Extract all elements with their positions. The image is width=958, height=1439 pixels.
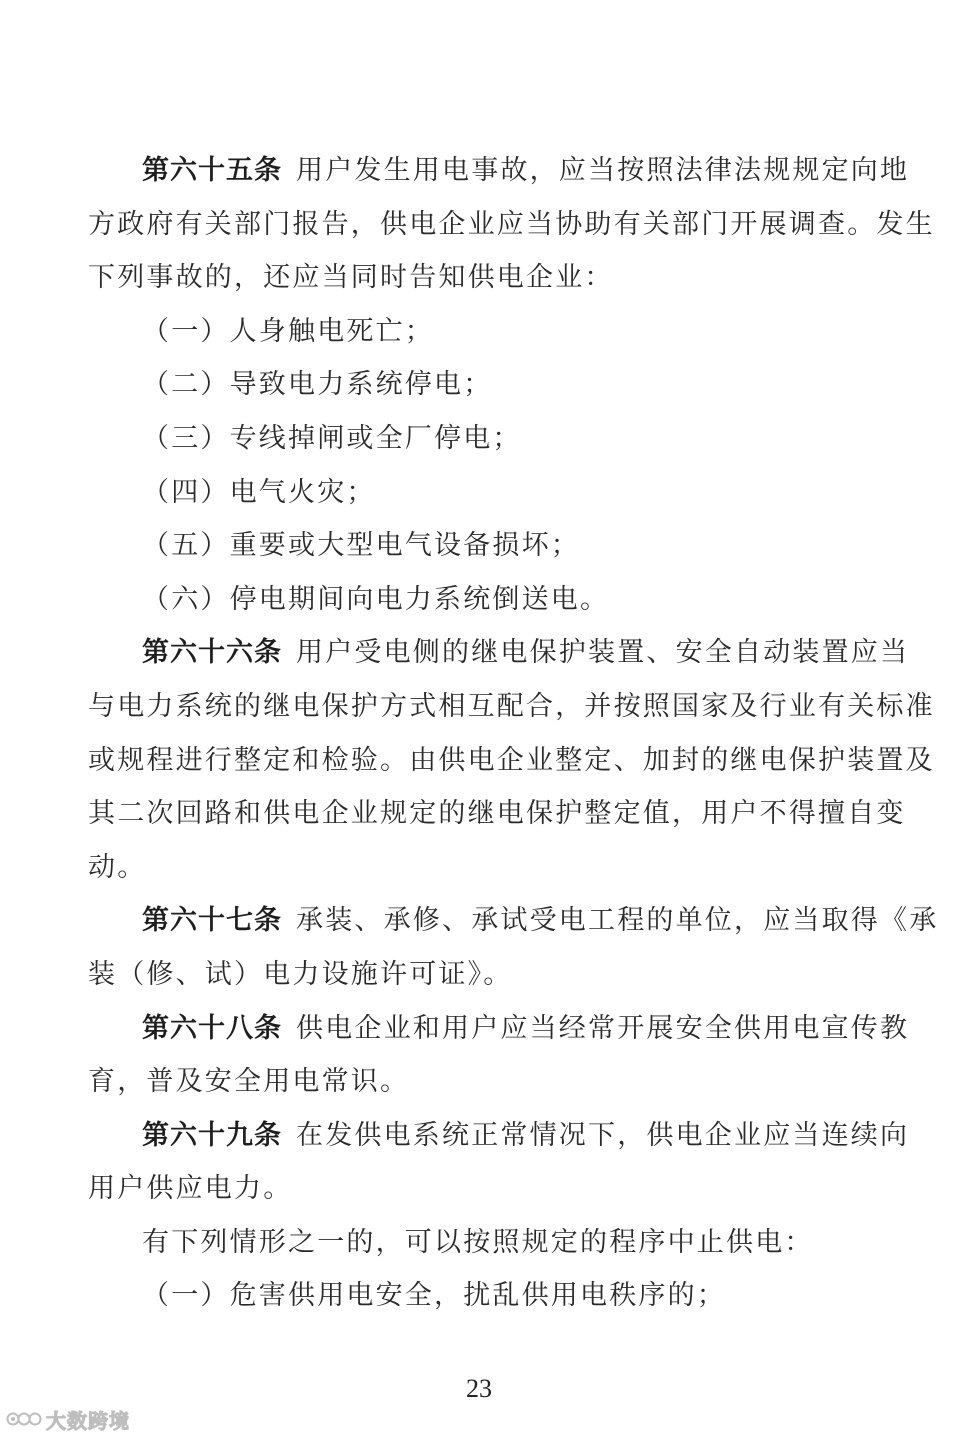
text-line xyxy=(88,841,874,895)
article-line xyxy=(88,144,910,198)
line-text: 或规程进行整定和检验。由供电企业整定、加封的继电保护装置及 xyxy=(88,744,935,776)
line-text: 用户供应电力。 xyxy=(88,1173,293,1205)
line-text: （三）专线掉闸或全厂停电； xyxy=(142,422,522,454)
line-text: 在发供电系统正常情况下，供电企业应当连续向 xyxy=(296,1119,910,1151)
article-line xyxy=(88,1002,910,1056)
line-text: 育，普及安全用电常识。 xyxy=(88,1066,410,1098)
line-text: （六）停电期间向电力系统倒送电。 xyxy=(142,583,610,615)
text-line xyxy=(88,466,874,520)
watermark xyxy=(6,1404,130,1434)
article-number: 第六十七条 xyxy=(142,905,282,937)
text-line xyxy=(88,519,874,573)
text-line xyxy=(88,305,874,359)
document-body xyxy=(88,144,939,1323)
line-text: （五）重要或大型电气设备损坏； xyxy=(142,530,580,562)
line-text: 下列事故的，还应当同时告知供电企业： xyxy=(88,262,614,294)
article-line xyxy=(88,1109,910,1163)
line-text: （一）危害供用电安全，扰乱供用电秩序的； xyxy=(142,1280,726,1312)
text-line xyxy=(88,787,906,841)
text-line xyxy=(88,573,874,627)
article-number: 第六十五条 xyxy=(142,155,282,186)
line-text: 装（修、试）电力设施许可证》。 xyxy=(88,958,513,990)
line-text: （二）导致电力系统停电； xyxy=(142,369,493,401)
text-line xyxy=(88,358,874,412)
text-line xyxy=(88,680,935,734)
article-line xyxy=(88,626,910,680)
text-line xyxy=(88,198,935,252)
text-line xyxy=(88,251,874,305)
text-line xyxy=(88,734,935,788)
line-text: 方政府有关部门报告，供电企业应当协助有关部门开展调查。发生 xyxy=(88,208,935,240)
text-line xyxy=(88,1162,874,1216)
line-text: 供电企业和用户应当经常开展安全供用电宣传教 xyxy=(296,1012,910,1044)
text-line xyxy=(88,412,874,466)
line-text: 用户发生用电事故，应当按照法律法规规定向地 xyxy=(296,155,910,186)
article-number: 第六十六条 xyxy=(142,637,282,669)
line-text: 与电力系统的继电保护方式相互配合，并按照国家及行业有关标准 xyxy=(88,690,935,722)
line-text: 动。 xyxy=(88,851,147,883)
text-line xyxy=(88,1055,874,1109)
line-text: （一）人身触电死亡； xyxy=(142,315,434,347)
line-text: 承装、承修、承试受电工程的单位，应当取得《承 xyxy=(296,905,939,937)
watermark-logo-icon xyxy=(6,1408,42,1430)
line-text: 其二次回路和供电企业规定的继电保护整定值，用户不得擅自变 xyxy=(88,798,906,830)
line-text: （四）电气火灾； xyxy=(142,476,376,508)
page-number: 23 xyxy=(466,1374,492,1403)
article-number: 第六十九条 xyxy=(142,1119,282,1151)
text-line xyxy=(88,1269,874,1323)
watermark-text: 大数跨境 xyxy=(46,1408,130,1433)
article-number: 第六十八条 xyxy=(142,1012,282,1044)
article-line xyxy=(88,894,939,948)
text-line xyxy=(88,1216,874,1270)
text-line xyxy=(88,948,874,1002)
line-text: 有下列情形之一的，可以按照规定的程序中止供电： xyxy=(142,1226,814,1258)
line-text: 用户受电侧的继电保护装置、安全自动装置应当 xyxy=(296,637,910,669)
